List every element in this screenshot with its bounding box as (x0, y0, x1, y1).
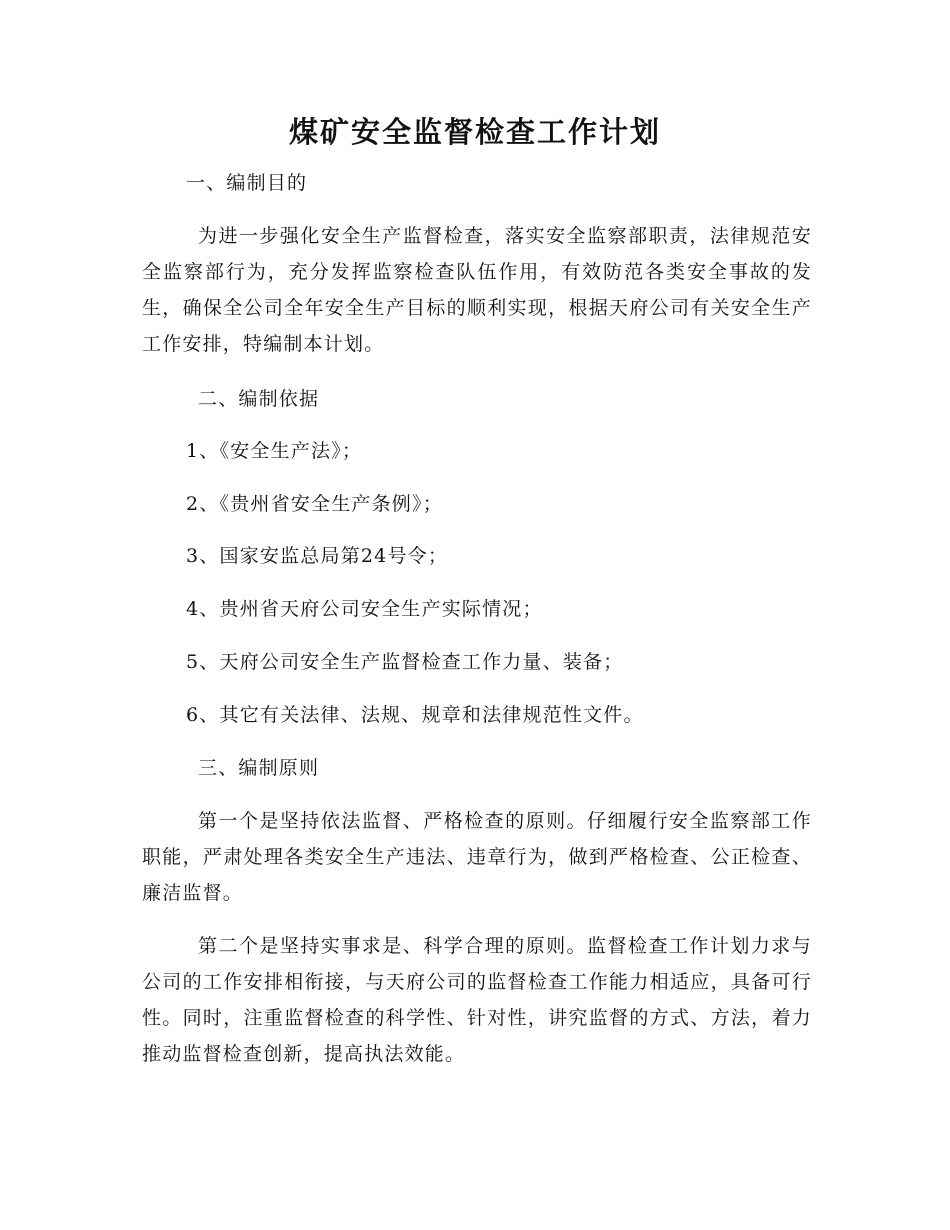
basis-item-3: 3、国家安监总局第24号令； (186, 545, 449, 567)
principle-paragraph-1: 第一个是坚持依法监督、严格检查的原则。仔细履行安全监察部工作职能，严肃处理各类安全生产违法、违章行为，做到严格检查、公正检查、廉洁监督。 (142, 810, 812, 904)
principle-paragraph-2: 第二个是坚持实事求是、科学合理的原则。监督检查工作计划力求与公司的工作安排相衔接，与天府公司的监督检查工作能力相适应，具备可行性。同时，注重监督检查的科学性、针对性，讲究监督的方式、方法，着力推动监督检查创新，提高执法效能。 (142, 935, 812, 1065)
purpose-paragraph: 为进一步强化安全生产监督检查，落实安全监察部职责，法律规范安全监察部行为，充分发挥监察检查队伍作用，有效防范各类安全事故的发生，确保全公司全年安全生产目标的顺利实现，根据天府公司有关安全生产工作安排，特编制本计划。 (142, 225, 812, 355)
basis-item-1: 1、《安全生产法》； (186, 440, 363, 462)
document-title: 煤矿安全监督检查工作计划 (288, 115, 661, 149)
basis-item-2: 2、《贵州省安全生产条例》； (186, 493, 443, 515)
basis-item-5: 5、天府公司安全生产监督检查工作力量、装备； (186, 651, 624, 673)
basis-item-6: 6、其它有关法律、法规、规章和法律规范性文件。 (186, 704, 644, 726)
section-heading-principles: 三、编制原则 (198, 757, 320, 779)
basis-item-4: 4、贵州省天府公司安全生产实际情况； (186, 598, 543, 620)
section-heading-purpose: 一、编制目的 (186, 172, 308, 194)
section-heading-basis: 二、编制依据 (198, 388, 320, 410)
